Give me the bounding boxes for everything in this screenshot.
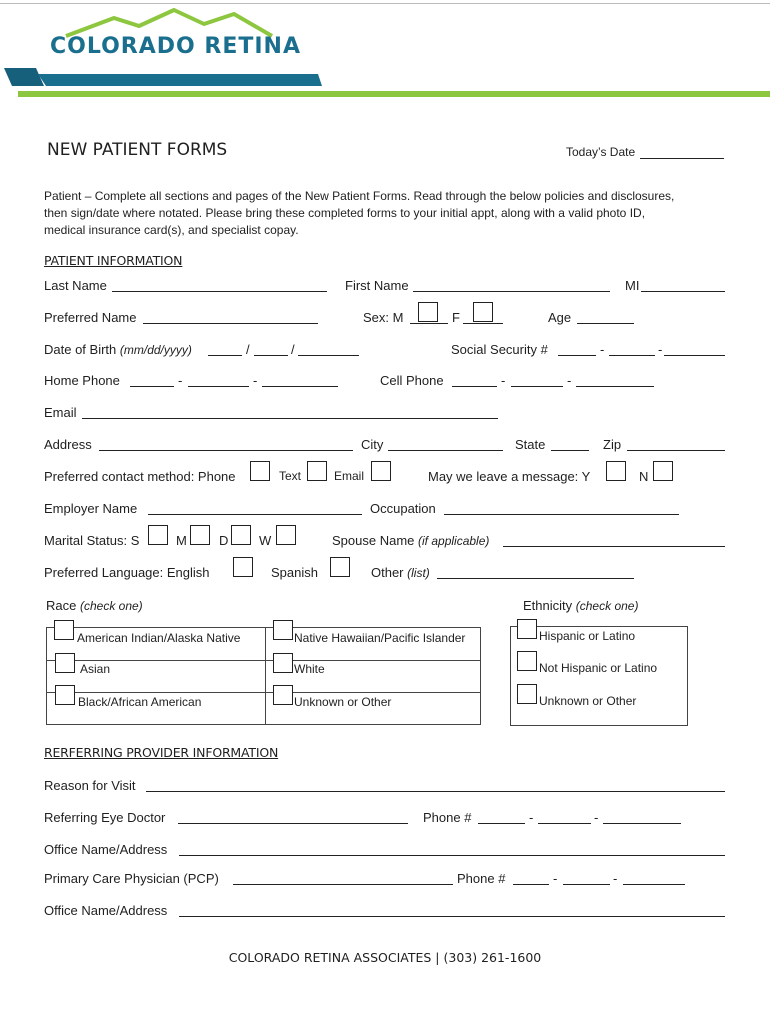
phone-1-dash-2: - — [594, 810, 599, 825]
contact-text-label: Text — [279, 469, 302, 483]
intro-line-3: medical insurance card(s), and specialist copay. — [44, 223, 299, 237]
age-label: Age — [548, 310, 572, 325]
state-field[interactable] — [551, 450, 589, 451]
sex-f-underline — [463, 323, 503, 324]
pcp-label: Primary Care Physician (PCP) — [44, 871, 219, 886]
contact-email-checkbox[interactable] — [371, 461, 391, 481]
contact-phone-checkbox[interactable] — [250, 461, 270, 481]
spouse-text: Spouse Name — [332, 533, 415, 548]
contact-email-label: Email — [334, 469, 365, 483]
ssn-dash-2: - — [658, 342, 663, 357]
contact-text-checkbox[interactable] — [307, 461, 327, 481]
ethnicity-label — [523, 598, 638, 613]
age-field[interactable] — [577, 323, 634, 324]
occupation-field[interactable] — [444, 514, 679, 515]
last-name-label: Last Name — [44, 278, 107, 293]
other-text: Other — [371, 565, 404, 580]
marital-status-label: Marital Status: S — [44, 533, 140, 548]
race-option-2-checkbox[interactable] — [273, 620, 293, 640]
preferred-name-field[interactable] — [143, 323, 318, 324]
phone-2-field-2[interactable] — [563, 884, 610, 885]
intro-text — [44, 188, 674, 239]
language-label: Preferred Language: English — [44, 565, 210, 580]
phone-1-field-3[interactable] — [603, 823, 681, 824]
last-name-field[interactable] — [112, 291, 327, 292]
race-option-3-checkbox[interactable] — [55, 653, 75, 673]
header-banner — [0, 66, 770, 100]
language-english-checkbox[interactable] — [233, 557, 253, 577]
intro-line-2: then sign/date where notated. Please bring these completed forms to your initial appt, along with a valid photo ID, — [44, 206, 646, 220]
phone-1-label: Phone # — [423, 810, 472, 825]
ssn-dash-1: - — [600, 342, 605, 357]
spouse-field[interactable] — [503, 546, 725, 547]
phone-2-dash-1: - — [553, 871, 558, 886]
race-option-6-checkbox[interactable] — [273, 685, 293, 705]
zip-label: Zip — [603, 437, 622, 452]
eye-doctor-field[interactable] — [178, 823, 408, 824]
phone-2-label: Phone # — [457, 871, 506, 886]
leave-message-label: May we leave a message: Y — [428, 469, 591, 484]
pcp-field[interactable] — [233, 884, 453, 885]
race-label — [46, 598, 143, 613]
ssn-field-3[interactable] — [664, 355, 725, 356]
race-table-divider — [265, 628, 266, 724]
spouse-label — [332, 533, 489, 548]
todays-date-label: Today’s Date — [566, 145, 636, 159]
phone-1-field-1[interactable] — [478, 823, 525, 824]
phone-1-dash-1: - — [529, 810, 534, 825]
city-field[interactable] — [388, 450, 503, 451]
home-phone-dash-1: - — [178, 373, 183, 388]
race-option-5-label: Black/African American — [78, 695, 202, 709]
language-spanish-checkbox[interactable] — [330, 557, 350, 577]
office-2-field[interactable] — [179, 916, 725, 917]
cell-phone-field-2[interactable] — [511, 386, 563, 387]
marital-m-checkbox[interactable] — [190, 525, 210, 545]
race-option-1-checkbox[interactable] — [54, 620, 74, 640]
ethnicity-option-3-label: Unknown or Other — [539, 694, 637, 708]
sex-label: Sex: M — [363, 310, 404, 325]
employer-label: Employer Name — [44, 501, 138, 516]
office-1-field[interactable] — [179, 855, 725, 856]
cell-phone-label: Cell Phone — [380, 373, 444, 388]
ssn-field-1[interactable] — [558, 355, 596, 356]
first-name-field[interactable] — [413, 291, 610, 292]
cell-phone-field-1[interactable] — [452, 386, 497, 387]
todays-date-field[interactable] — [640, 158, 724, 159]
race-text: Race — [46, 598, 77, 613]
other-note: (list) — [407, 566, 430, 580]
phone-2-field-3[interactable] — [623, 884, 685, 885]
ethnicity-option-2-checkbox[interactable] — [517, 651, 537, 671]
sex-m-underline — [410, 323, 448, 324]
home-phone-dash-2: - — [253, 373, 258, 388]
cell-phone-dash-2: - — [567, 373, 572, 388]
dob-month-field[interactable] — [208, 355, 242, 356]
cell-phone-field-3[interactable] — [576, 386, 654, 387]
city-label: City — [361, 437, 384, 452]
sex-f-label: F — [452, 310, 460, 325]
dob-slash-2: / — [291, 342, 295, 357]
race-option-4-label: White — [294, 662, 325, 676]
home-phone-field-3[interactable] — [262, 386, 338, 387]
state-label: State — [515, 437, 546, 452]
sex-m-checkbox[interactable] — [418, 302, 438, 322]
email-field[interactable] — [82, 418, 498, 419]
ethnicity-option-1-checkbox[interactable] — [517, 619, 537, 639]
marital-w-label: W — [259, 533, 272, 548]
contact-method-label: Preferred contact method: Phone — [44, 469, 236, 484]
leave-message-no-checkbox[interactable] — [653, 461, 673, 481]
ethnicity-option-3-checkbox[interactable] — [517, 684, 537, 704]
phone-2-field-1[interactable] — [513, 884, 549, 885]
ethnicity-text: Ethnicity — [523, 598, 573, 613]
marital-s-checkbox[interactable] — [148, 525, 168, 545]
race-note: (check one) — [79, 599, 143, 613]
mi-field[interactable] — [641, 291, 725, 292]
occupation-label: Occupation — [370, 501, 436, 516]
marital-d-label: D — [219, 533, 229, 548]
language-other-label — [371, 565, 430, 580]
dob-year-field[interactable] — [298, 355, 359, 356]
sex-f-checkbox[interactable] — [473, 302, 493, 322]
cell-phone-dash-1: - — [501, 373, 506, 388]
preferred-name-label: Preferred Name — [44, 310, 137, 325]
ssn-field-2[interactable] — [609, 355, 655, 356]
address-label: Address — [44, 437, 92, 452]
race-table-row-line-2 — [47, 692, 480, 693]
home-phone-field-2[interactable] — [188, 386, 249, 387]
referring-section-title: RERFERRING PROVIDER INFORMATION — [44, 745, 279, 760]
email-label: Email — [44, 405, 77, 420]
home-phone-label: Home Phone — [44, 373, 120, 388]
home-phone-field-1[interactable] — [130, 386, 174, 387]
reason-label: Reason for Visit — [44, 778, 136, 793]
intro-line-1: Patient – Complete all sections and pages of the New Patient Forms. Read through the below policies and disclosures, — [44, 189, 675, 203]
marital-m-label: M — [176, 533, 187, 548]
mi-label: MI — [625, 278, 640, 293]
marital-d-checkbox[interactable] — [231, 525, 251, 545]
race-option-4-checkbox[interactable] — [273, 653, 293, 673]
race-option-5-checkbox[interactable] — [55, 685, 75, 705]
patient-section-title: PATIENT INFORMATION — [44, 253, 183, 268]
first-name-label: First Name — [345, 278, 409, 293]
dob-day-field[interactable] — [254, 355, 288, 356]
office-1-label: Office Name/Address — [44, 842, 168, 857]
ethnicity-option-2-label: Not Hispanic or Latino — [539, 661, 658, 675]
top-border — [0, 3, 770, 4]
leave-message-yes-checkbox[interactable] — [606, 461, 626, 481]
employer-field[interactable] — [148, 514, 362, 515]
dob-label — [44, 342, 192, 357]
spouse-note: (if applicable) — [418, 534, 490, 548]
eye-doctor-label: Referring Eye Doctor — [44, 810, 166, 825]
phone-2-dash-2: - — [613, 871, 618, 886]
race-option-2-label: Native Hawaiian/Pacific Islander — [294, 631, 466, 645]
footer-text: COLORADO RETINA ASSOCIATES | (303) 261-1600 — [228, 950, 542, 965]
phone-1-field-2[interactable] — [538, 823, 591, 824]
race-option-6-label: Unknown or Other — [294, 695, 392, 709]
language-other-field[interactable] — [437, 578, 634, 579]
race-option-1-label: American Indian/Alaska Native — [77, 631, 241, 645]
logo — [44, 6, 304, 66]
ethnicity-note: (check one) — [575, 599, 639, 613]
office-2-label: Office Name/Address — [44, 903, 168, 918]
address-field[interactable] — [99, 450, 353, 451]
dob-slash-1: / — [246, 342, 250, 357]
language-spanish-label: Spanish — [271, 565, 318, 580]
zip-field[interactable] — [627, 450, 725, 451]
logo-text: COLORADO RETINA — [50, 34, 301, 59]
page-title: NEW PATIENT FORMS — [47, 140, 228, 160]
ssn-label: Social Security # — [451, 342, 548, 357]
leave-message-no-label: N — [639, 469, 649, 484]
marital-w-checkbox[interactable] — [276, 525, 296, 545]
dob-text: Date of Birth — [44, 342, 117, 357]
ethnicity-option-1-label: Hispanic or Latino — [539, 629, 636, 643]
dob-format: (mm/dd/yyyy) — [119, 343, 192, 357]
race-option-3-label: Asian — [80, 662, 111, 676]
reason-field[interactable] — [146, 791, 725, 792]
race-table-row-line-1 — [47, 660, 480, 661]
